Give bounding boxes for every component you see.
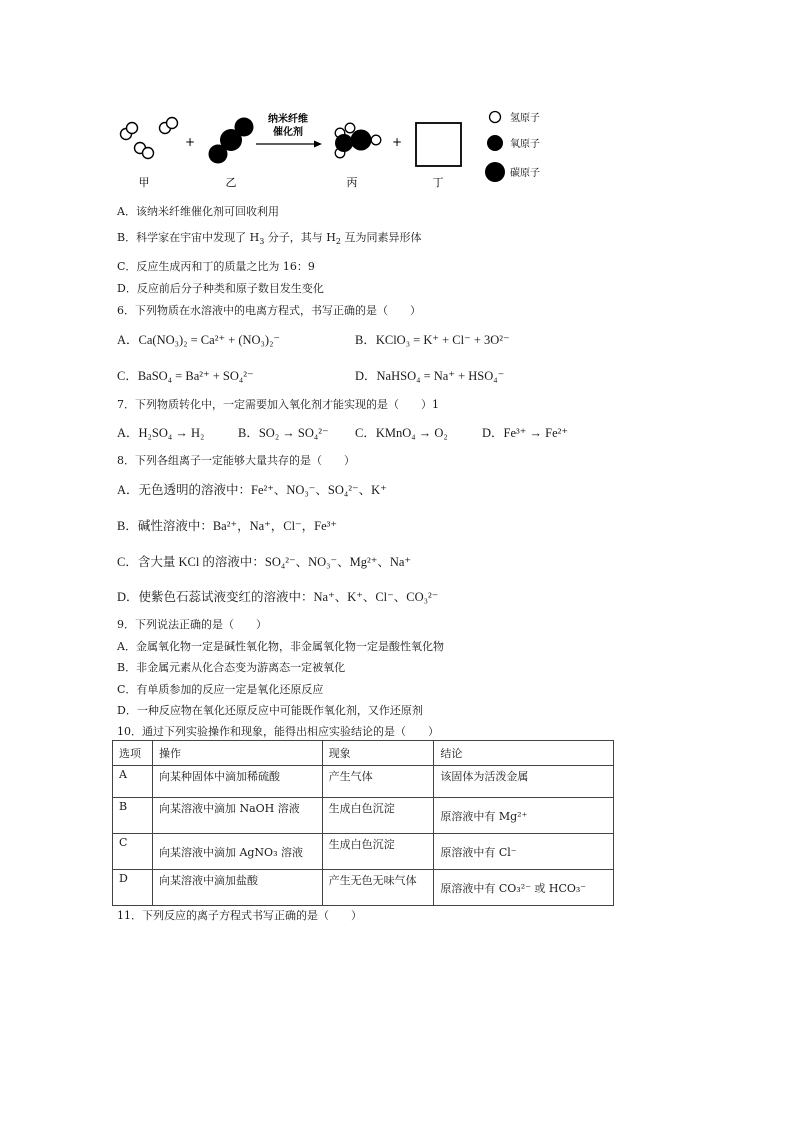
label-bing: 丙	[346, 176, 358, 189]
table-row	[113, 834, 614, 870]
table-cell: 产生气体	[322, 766, 434, 798]
q9-option-d: D．一种反应物在氧化还原反应中可能既作氧化剂，又作还原剂	[117, 704, 423, 717]
table-row	[113, 870, 614, 906]
q5-b-sub2: 2	[335, 237, 341, 246]
q6-option-c: C．BaSO₄ = Ba²⁺ + SO₄²⁻	[117, 369, 254, 383]
table-row	[113, 766, 614, 798]
q11-stem: 11．下列反应的离子方程式书写正确的是（ ）	[117, 909, 362, 922]
experiment-table	[112, 740, 614, 906]
q5-option-c: C．反应生成丙和丁的质量之比为 16：9	[117, 260, 315, 273]
table-cell: A	[113, 766, 153, 798]
plus-1: +	[184, 135, 196, 149]
table-header-cell: 选项	[113, 741, 153, 766]
q9-option-b: B．非金属元素从化合态变为游离态一定被氧化	[117, 661, 346, 674]
q5-option-d: D．反应前后分子种类和原子数目发生变化	[117, 282, 324, 295]
legend-h-icon	[490, 112, 501, 123]
label-yi: 乙	[225, 176, 237, 189]
catalyst-line-2: 催化剂	[273, 127, 303, 138]
table-header-cell: 操作	[152, 741, 322, 766]
q6-option-a: A．Ca(NO₃)₂ = Ca²⁺ + (NO₃)₂⁻	[117, 333, 281, 347]
q7-option-d: D．Fe³⁺ → Fe²⁺	[482, 426, 568, 440]
q10-stem: 10．通过下列实验操作和现象，能得出相应实验结论的是（ ）	[117, 725, 439, 738]
table-cell: 向某种固体中滴加稀硫酸	[152, 766, 322, 798]
molecule-jia	[121, 118, 178, 159]
q5-b-post: 互为同素异形体	[340, 231, 422, 244]
q8-stem: 8．下列各组离子一定能够大量共存的是（ ）	[117, 454, 355, 467]
table-header-row	[113, 741, 614, 766]
table-cell: B	[113, 798, 153, 834]
table-cell: 产生无色无味气体	[322, 870, 434, 906]
legend-c-icon	[485, 162, 505, 182]
table-cell: 生成白色沉淀	[322, 798, 434, 834]
q6-option-d: D．NaHSO₄ = Na⁺ + HSO₄⁻	[355, 369, 505, 383]
legend-c-label: 碳原子	[510, 168, 540, 179]
q7-option-a: A．H₂SO₄ → H₂	[117, 426, 205, 440]
molecule-yi	[209, 118, 254, 164]
table-cell: 原溶液中有 CO₃²⁻ 或 HCO₃⁻	[434, 870, 614, 906]
q6-option-b: B．KClO₃ = K⁺ + Cl⁻ + 3O²⁻	[355, 333, 510, 347]
reaction-diagram	[110, 100, 580, 195]
table-header-cell: 现象	[322, 741, 434, 766]
q8-option-a: A．无色透明的溶液中：Fe²⁺、NO₃⁻、SO₄²⁻、K⁺	[117, 483, 387, 497]
legend-o-icon	[487, 135, 503, 151]
q9-stem: 9．下列说法正确的是（ ）	[117, 618, 267, 631]
q5-b-sub1: 3	[259, 237, 265, 246]
molecule-bing	[335, 123, 381, 158]
table-row	[113, 798, 614, 834]
catalyst-line-1: 纳米纤维	[268, 114, 308, 125]
legend-h-label: 氢原子	[510, 113, 540, 124]
table-header-cell: 结论	[434, 741, 614, 766]
table-cell: 原溶液中有 Cl⁻	[434, 834, 614, 870]
q8-option-b: B．碱性溶液中：Ba²⁺，Na⁺，Cl⁻，Fe³⁺	[117, 519, 337, 533]
table-cell: 向某溶液中滴加 NaOH 溶液	[152, 798, 322, 834]
q9-option-a: A．金属氧化物一定是碱性氧化物，非金属氧化物一定是酸性氧化物	[117, 640, 444, 653]
q5-option-b	[117, 229, 421, 246]
label-jia: 甲	[138, 176, 150, 189]
table-cell: 向某溶液中滴加 AgNO₃ 溶液	[152, 834, 322, 870]
q6-stem: 6．下列物质在水溶液中的电离方程式，书写正确的是（ ）	[117, 304, 421, 317]
table-cell: 该固体为活泼金属	[434, 766, 614, 798]
q5-option-a: A．该纳米纤维催化剂可回收利用	[117, 205, 279, 218]
legend-o-label: 氧原子	[510, 139, 540, 150]
table-cell: D	[113, 870, 153, 906]
label-ding: 丁	[432, 176, 444, 189]
plus-2: +	[391, 135, 403, 149]
q9-option-c: C．有单质参加的反应一定是氧化还原反应	[117, 683, 324, 696]
q8-option-c: C．含大量 KCl 的溶液中：SO₄²⁻、NO₃⁻、Mg²⁺、Na⁺	[117, 555, 412, 569]
table-cell: C	[113, 834, 153, 870]
table-cell: 向某溶液中滴加盐酸	[152, 870, 322, 906]
table-cell: 原溶液中有 Mg²⁺	[434, 798, 614, 834]
q5-b-mid: 分子，其与 H	[264, 231, 336, 244]
q5-b-pre: B．科学家在宇宙中发现了 H	[117, 231, 260, 244]
table-cell: 生成白色沉淀	[322, 834, 434, 870]
q7-option-b: B．SO₂ → SO₄²⁻	[238, 426, 329, 440]
q8-option-d: D．使紫色石蕊试液变红的溶液中：Na⁺、K⁺、Cl⁻、CO₃²⁻	[117, 590, 439, 604]
product-box-ding	[416, 123, 461, 166]
q7-stem: 7．下列物质转化中，一定需要加入氧化剂才能实现的是（ ）1	[117, 398, 439, 411]
q7-option-c: C．KMnO₄ → O₂	[355, 426, 448, 440]
